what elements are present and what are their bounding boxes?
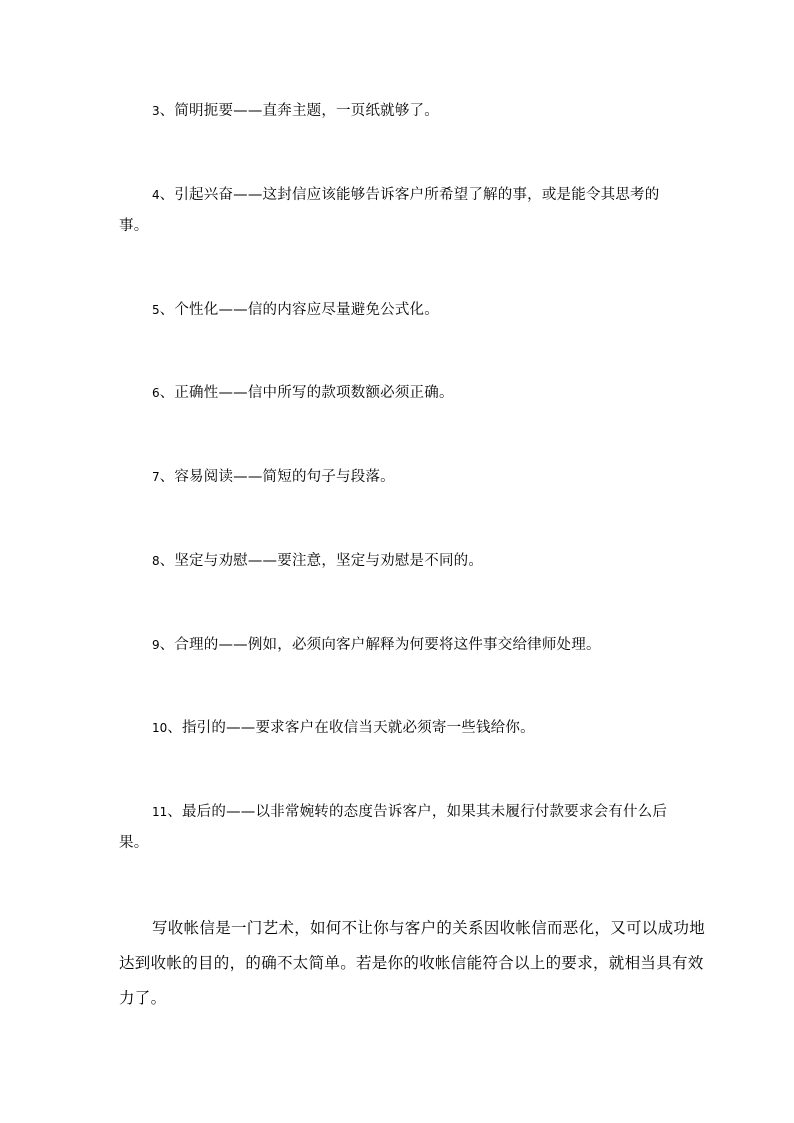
item-number: 5 xyxy=(152,303,160,317)
list-item-6 xyxy=(119,378,681,409)
conclusion-paragraph: 写收帐信是一门艺术，如何不让你与客户的关系因收帐信而恶化，又可以成功地达到收帐的目的，的确不太简单。若是你的收帐信能符合以上的要求，就相当具有效力了。 xyxy=(119,919,706,1007)
item-text: 、最后的——以非常婉转的态度告诉客户，如果其未履行付款要求会有什么后果。 xyxy=(119,804,668,851)
item-number: 4 xyxy=(152,188,160,202)
item-text: 、容易阅读——简短的句子与段落。 xyxy=(159,469,395,485)
item-number: 8 xyxy=(152,554,160,568)
item-number: 9 xyxy=(152,638,160,652)
item-number: 6 xyxy=(152,386,160,400)
item-text: 、引起兴奋——这封信应该能够告诉客户所希望了解的事，或是能令其思考的事。 xyxy=(119,187,660,234)
list-item-11 xyxy=(119,797,681,859)
item-text: 、个性化——信的内容应尽量避免公式化。 xyxy=(159,302,439,318)
item-text: 、合理的——例如，必须向客户解释为何要将这件事交给律师处理。 xyxy=(159,637,601,653)
item-text: 、坚定与劝慰——要注意，坚定与劝慰是不同的。 xyxy=(159,553,484,569)
item-text: 、简明扼要——直奔主题，一页纸就够了。 xyxy=(159,103,439,119)
list-item-10 xyxy=(119,713,681,744)
item-number: 3 xyxy=(152,104,160,118)
item-text: 、正确性——信中所写的款项数额必须正确。 xyxy=(159,385,454,401)
item-number: 7 xyxy=(152,470,160,484)
list-item-9 xyxy=(119,630,681,661)
list-item-7 xyxy=(119,462,681,493)
list-item-5 xyxy=(119,295,681,326)
list-item-8 xyxy=(119,546,681,577)
item-number: 11 xyxy=(152,805,168,819)
item-text: 、指引的——要求客户在收信当天就必须寄一些钱给你。 xyxy=(167,720,535,736)
item-number: 10 xyxy=(152,721,168,735)
list-item-3 xyxy=(119,96,681,127)
list-item-4 xyxy=(119,180,681,242)
